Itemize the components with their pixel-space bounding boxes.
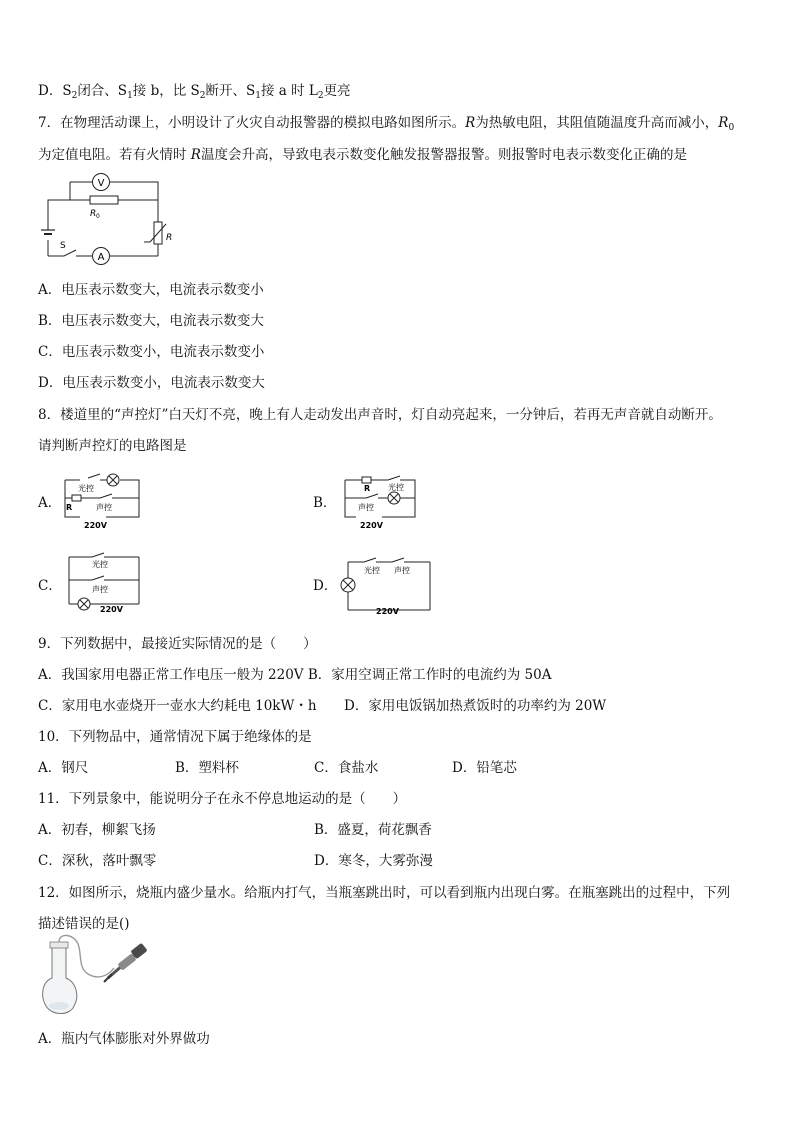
q8-circuit-a	[62, 470, 142, 532]
q12-option-a: A．瓶内气体膨胀对外界做功	[38, 1031, 210, 1047]
q12-stem-line1: 12．如图所示，烧瓶内盛少量水。给瓶内打气，当瓶塞跳出时，可以看到瓶内出现白雾。在瓶塞跳出的过程中，下列	[38, 885, 731, 901]
q11-option-c: C．深秋，落叶飘零	[38, 853, 157, 869]
q10-option-b: B．塑料杯	[175, 760, 239, 776]
q8a-sound-label: 声控	[96, 503, 112, 512]
q8-circuit-b	[340, 470, 420, 532]
q7-r-label: R	[166, 233, 173, 243]
q7-circuit-diagram	[38, 170, 188, 270]
q8b-r-label: R	[364, 484, 371, 493]
q7-r0-label: R	[90, 209, 97, 219]
q7-thermistor	[144, 222, 172, 244]
q7-option-c: C．电压表示数变小，电流表示数变小	[38, 344, 265, 360]
q9-option-c: C．家用电水壶烧开一壶水大约耗电 10kW・h	[38, 698, 317, 714]
q9-option-d: D．家用电饭锅加热煮饭时的功率约为 20W	[344, 698, 607, 714]
q8a-lamp	[107, 474, 119, 486]
q9-stem: 9．下列数据中，最接近实际情况的是（ ）	[38, 636, 317, 652]
q11-option-d: D．寒冬，大雾弥漫	[314, 853, 433, 869]
q7-r0-sub: 0	[96, 213, 100, 220]
q8-label-b: B．	[313, 495, 337, 511]
q7-stem-line2: 为定值电阻。若有火情时 R温度会升高，导致电表示数变化触发报警器报警。则报警时电表示数变化正确的是	[38, 147, 687, 163]
q8-circuit-d	[338, 552, 434, 616]
q6-option-d: D．$S_2$闭合、$S_1$接 b，比 $S_2$断开、$S_1$接 a 时 $L_2$更亮	[38, 83, 351, 101]
q7-voltmeter-label: V	[97, 178, 105, 189]
q8a-volt-label: 220V	[84, 521, 107, 530]
q8d-lamp	[341, 578, 355, 592]
q7-option-b: B．电压表示数变大，电流表示数变大	[38, 313, 264, 329]
q8-stem-line2: 请判断声控灯的电路图是	[38, 438, 187, 454]
q8b-sound-label: 声控	[358, 503, 374, 512]
q11-option-b: B．盛夏，荷花飘香	[314, 822, 432, 838]
q7-stem-line1: 7．在物理活动课上，小明设计了火灾自动报警器的模拟电路如图所示。R为热敏电阻，其阻值随温度升高而减小，$R_0$	[38, 115, 735, 133]
pump-icon	[104, 943, 148, 982]
q7-ammeter	[93, 248, 110, 265]
q10-stem: 10．下列物品中，通常情况下属于绝缘体的是	[38, 729, 312, 745]
q10-option-a: A．钢尺	[38, 760, 89, 776]
q10-option-d: D．铅笔芯	[452, 760, 517, 776]
q8-label-d: D．	[313, 578, 338, 594]
q8b-light-label: 光控	[388, 483, 404, 492]
q8b-volt-label: 220V	[360, 521, 383, 530]
q8a-light-label: 光控	[78, 484, 94, 493]
q7-voltmeter	[93, 174, 110, 191]
q8-circuit-c	[64, 552, 144, 614]
flask-icon	[43, 942, 77, 1014]
q12-stem-line2: 描述错误的是()	[38, 916, 130, 932]
q7-switch-label: S	[60, 241, 66, 251]
q8c-lamp	[78, 598, 90, 610]
q9-options-ab: A．我国家用电器正常工作电压一般为 220V B．家用空调正常工作时的电流约为 50A	[38, 667, 552, 683]
q8d-sound-label: 声控	[394, 566, 410, 575]
q8a-r-label: R	[66, 503, 73, 512]
q11-stem: 11．下列景象中，能说明分子在永不停息地运动的是（ ）	[38, 791, 407, 807]
q7-r0-resistor	[90, 196, 118, 220]
q8-stem-line1: 8．楼道里的“声控灯”白天灯不亮，晚上有人走动发出声音时，灯自动亮起来，一分钟后，若再无声音就自动断开。	[38, 407, 722, 423]
q8d-volt-label: 220V	[376, 607, 399, 616]
q8b-lamp	[388, 492, 400, 504]
q8c-volt-label: 220V	[100, 605, 123, 614]
q10-option-c: C．食盐水	[314, 760, 379, 776]
q7-option-d: D．电压表示数变小，电流表示数变大	[38, 375, 265, 391]
q7-option-a: A．电压表示数变大，电流表示数变小	[38, 282, 264, 298]
q8-label-a: A．	[38, 495, 62, 511]
q8d-light-label: 光控	[364, 566, 380, 575]
q11-option-a: A．初春，柳絮飞扬	[38, 822, 156, 838]
q8c-sound-label: 声控	[92, 585, 108, 594]
q12-flask-pump-illustration	[38, 938, 150, 1020]
q8c-light-label: 光控	[92, 560, 108, 569]
q8-label-c: C．	[38, 578, 62, 594]
q7-ammeter-label: A	[97, 252, 105, 263]
